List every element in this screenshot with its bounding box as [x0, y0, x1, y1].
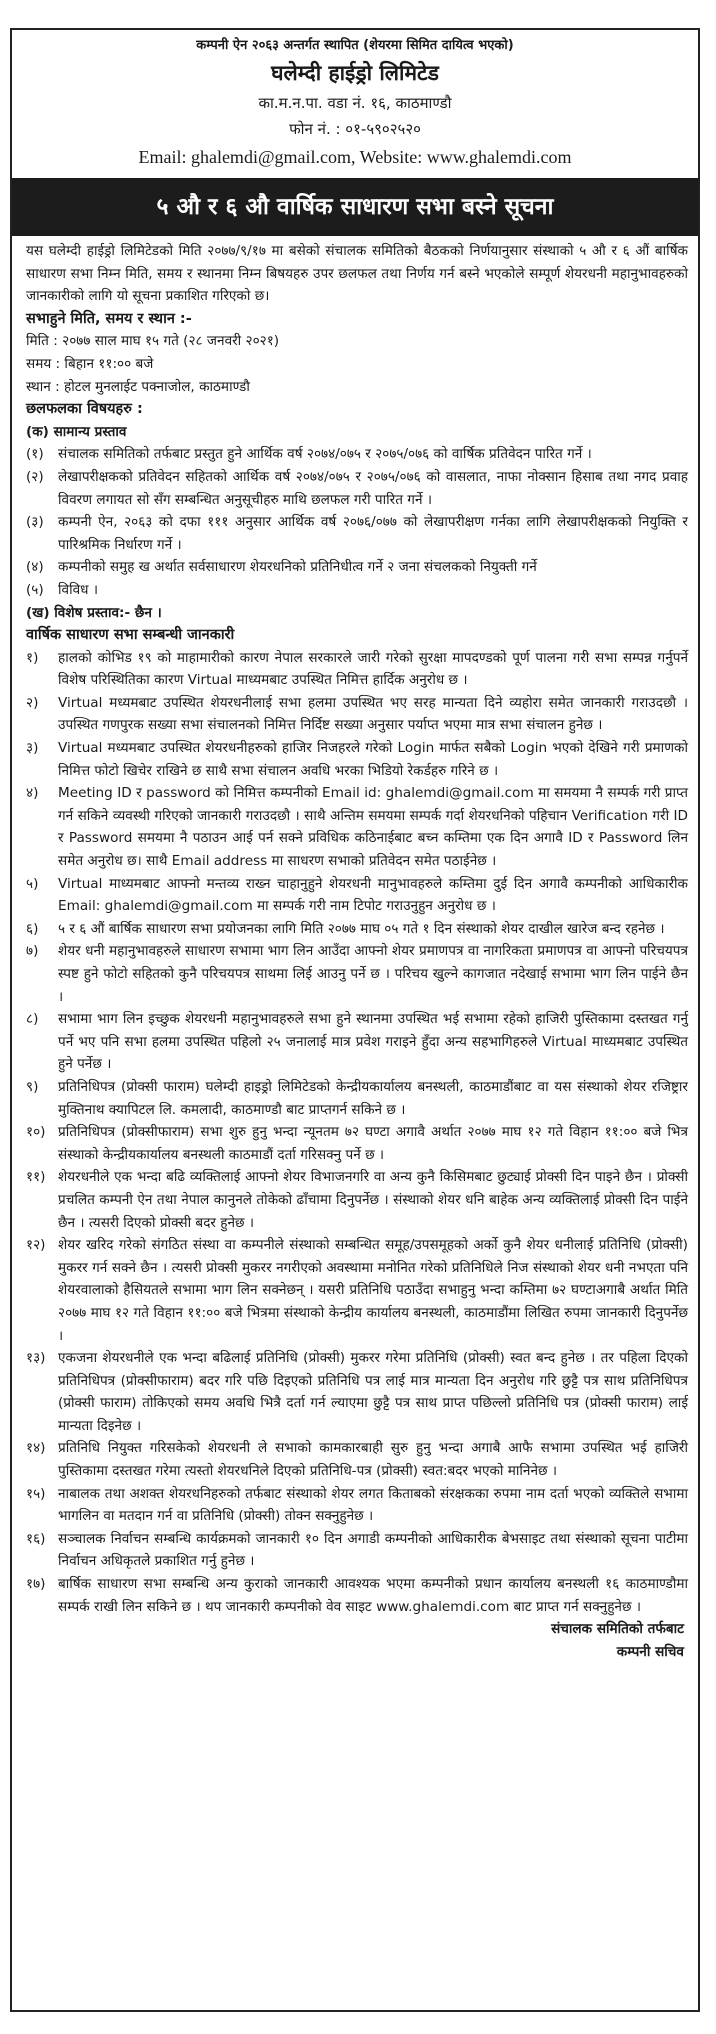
item-text: Meeting ID र password को निमित्त कम्पनीको Email id: ghalemdi@gmail.com मा समयमा नै सम्पर्क गरी प्राप्त गर्न सकिने व्यवस्थी गरिएको जानकारी गराउदछौ । साथै अन्तिम समयमा सम्पर्क गर्दा शेयरधनिको पहिचान Verification गरी ID र Password समयमा नै पठाउन आई पर्न सक्ने प्रविधिक कठिनाईबाट बच्न कम्तिमा एक दिन अगावै ID र Password लिन समेत अनुरोध छ। साथै Email address मा साधरण सभाको प्रतिवेदन समेत पठाईनेछ ।	[58, 785, 688, 870]
list-item	[26, 873, 688, 918]
item-number: ८)	[26, 1011, 39, 1028]
company-contact: Email: ghalemdi@gmail.com, Website: www.ghalemdi.com	[138, 147, 572, 167]
item-text: प्रतिनिधिपत्र (प्रोक्सी फाराम) घलेम्दी हाइड्रो लिमिटेडको केन्द्रीयकार्यालय बनस्थली, काठमाडौंबाट वा यस संस्थाको शेयर रजिष्ट्रार मुक्तिनाथ क्यापिटल लि. कमलादी, काठमाण्डौ बाट प्राप्तगर्न सकिने छ ।	[58, 1078, 688, 1118]
item-number: १३)	[26, 1350, 46, 1367]
item-text: नाबालक तथा अशक्त शेयरधनिहरुको तर्फबाट संस्थाको शेयर लगत किताबको संरक्षकका रुपमा नाम दर्ता भएको व्यक्तिले सभामा भागलिन वा मतदान गर्न वा प्रतिनिधि (प्रोक्सी) तोक्न सक्नुहुनेछ ।	[58, 1485, 688, 1525]
list-item	[26, 1528, 688, 1573]
signature-line-2: कम्पनी सचिव	[616, 1643, 684, 1660]
meeting-date: मिति : २०७७ साल माघ १५ गते (२८ जनवरी २०२१)	[26, 333, 280, 350]
list-item	[26, 1483, 688, 1528]
list-item	[26, 579, 688, 602]
list-item	[26, 737, 688, 782]
item-number: ७)	[26, 943, 39, 960]
item-number: २)	[26, 694, 39, 711]
item-number: (२)	[26, 468, 44, 485]
item-text: संचालक समितिको तर्फबाट प्रस्तुत हुने आर्थिक वर्ष २०७४/०७५ र २०७५/०७६ को वार्षिक प्रतिवेदन पारित गर्ने ।	[58, 446, 592, 463]
info-heading: वार्षिक साधारण सभा सम्बन्धी जानकारी	[26, 627, 235, 644]
item-number: १५)	[26, 1485, 46, 1502]
company-tagline: कम्पनी ऐन २०६३ अन्तर्गत स्थापित (शेयरमा सिमित दायित्व भएको)	[196, 38, 514, 53]
item-text: शेयर धनी महानुभावहरुले साधारण सभामा भाग लिन आउँदा आफ्नो शेयर प्रमाणपत्र वा नागरिकता प्रमाणपत्र वा आफ्नो परिचयपत्र स्पष्ट हुने फोटो सहितको कुनै परिचयपत्र साथमा लिई आउनु पर्ने छ । परिचय खुल्ने कागजात नदेखाई सभामा भाग लिन पाईने छैन ।	[58, 943, 688, 1005]
item-number: १६)	[26, 1530, 46, 1547]
list-item	[26, 556, 688, 579]
info-list	[26, 647, 688, 1619]
notice-body	[12, 236, 698, 1663]
list-item	[26, 692, 688, 737]
list-item	[26, 1076, 688, 1121]
item-text: ५ र ६ औं बार्षिक साधारण सभा प्रयोजनका लागि मिति २०७७ माघ ०५ गते १ दिन संस्थाको शेयर दाखील खारेज बन्द रहनेछ ।	[58, 920, 665, 937]
item-text: सञ्चालक निर्वाचन सम्बन्धि कार्यक्रमको जानकारी १० दिन अगाडी कम्पनीको आधिकारीक बेभसाइट तथा संस्थाको सूचना पाटीमा निर्वाचन अधिकृतले प्रकाशित गर्नु हुनेछ ।	[58, 1530, 688, 1570]
item-text: Virtual मध्यमबाट उपस्थित शेयरधनीहरुको हाजिर निजहरले गरेको Login मार्फत सबैको Login भएको देखिने गरी प्रमाणको निमित्त फोटो खिचेर राखिने छ साथै सभा संचालन अवधि भरका भिडियो रेकर्डहरु गरिने छ ।	[58, 740, 688, 779]
meeting-heading: सभाहुने मिति, समय र स्थान :-	[26, 310, 192, 327]
item-text: Virtual मध्यमबाट उपस्थित शेयरधनीलाई सभा हलमा उपस्थित भए सरह मान्यता दिने व्यहोरा समेत जानकारी गराउदछौ । उपस्थित गणपुरक सख्या सभा संचालनको निमित्त निर्दिष्ट सख्या अनुसार पर्याप्त भएमा मात्र सभा संचालन हुनेछ ।	[58, 694, 688, 734]
notice-frame	[10, 28, 700, 2012]
item-text: बार्षिक साधारण सभा सम्बन्धि अन्य कुराको जानकारी आवश्यक भएमा कम्पनीको प्रधान कार्यालय बनस्थली १६ काठमाण्डौमा सम्पर्क राखी लिन सकिने छ । थप जानकारी कम्पनीको वेव साइट www.ghalemdi.com बाट प्राप्त गर्न सक्नुहुनेछ ।	[58, 1576, 688, 1615]
list-item	[26, 918, 688, 941]
item-text: शेयरधनीले एक भन्दा बढि व्यक्तिलाई आफ्नो शेयर विभाजनगरि वा अन्य कुनै किसिमबाट छुट्याई प्रोक्सी दिन पाइने छैन । प्रोक्सी प्रचलित कम्पनी ऐन तथा नेपाल कानुनले तोकेको ढाँचामा दिनुपर्नेछ । संस्थाको शेयर धनि बाहेक अन्य व्यक्तिलाई प्रोक्सी दिन पाईने छैन । त्यसरी दिएको प्रोक्सी बदर हुनेछ ।	[58, 1169, 688, 1231]
item-number: (४)	[26, 559, 44, 576]
item-number: (५)	[26, 581, 44, 598]
list-item	[26, 1437, 688, 1482]
list-item	[26, 1166, 688, 1234]
notice-title: ५ औ र ६ औ वार्षिक साधारण सभा बस्ने सूचना	[12, 178, 698, 236]
item-number: ११)	[26, 1169, 46, 1186]
item-number: (१)	[26, 446, 44, 463]
item-number: १२)	[26, 1237, 46, 1254]
list-item	[26, 647, 688, 692]
item-text: शेयर खरिद गरेको संगठित संस्था वा कम्पनीले संस्थाको सम्बन्धित समूह/उपसमूहको अर्को कुनै शेयर धनीलाई प्रतिनिधि (प्रोक्सी) मुकरर गर्न सक्ने छैन । त्यसरी प्रोक्सी मुकरर नगरीएको अवस्थामा मनोनित गरेको प्रतिनिधिले निज संस्थाको शेयर धनी नभएता पनि शेयरवालाको हैसियतले सभामा भाग लिन सक्नेछन् । यसरी प्रतिनिधि पठाउँदा सभाहुनु भन्दा कम्तिमा ७२ घण्टाअगाबै अर्थात मिति २०७७ माघ १२ गते विहान ११:०० बजे भित्रमा संस्थाको केन्द्रीय कार्यालय बनस्थली, काठमाडौंमा लिखित रुपमा जानकारी दिनुपर्नेछ ।	[58, 1237, 688, 1344]
list-item	[26, 1121, 688, 1166]
item-text: विविध ।	[58, 581, 98, 598]
item-number: ९)	[26, 1078, 39, 1095]
signature-line-1: संचालक समितिको तर्फबाट	[551, 1621, 684, 1638]
list-item	[26, 940, 688, 1008]
item-number: १७)	[26, 1576, 46, 1593]
agenda-heading: छलफलका विषयहरु :	[26, 401, 143, 418]
general-proposal-heading: (क) सामान्य प्रस्ताव	[26, 423, 127, 440]
item-text: सभामा भाग लिन इच्छुक शेयरधनी महानुभावहरुले सभा हुने स्थानमा उपस्थित भई सभामा रहेको हाजिरी पुस्तिकामा दस्तखत गर्नु पर्ने भए पनि सभा हलमा उपस्थित पहिलो २५ जनालाई मात्र प्रवेश गराइने हुँदा अन्य सहभागिहरुले Virtual माध्यमबाट उपस्थित हुने पर्नेछ ।	[58, 1011, 688, 1073]
company-phone: फोन नं. : ०१-५९०२५२०	[289, 120, 421, 138]
item-text: प्रतिनिधिपत्र (प्रोक्सीफाराम) सभा शुरु हुनु भन्दा न्यूनतम ७२ घण्टा अगावै अर्थात २०७७ माघ १२ गते विहान ११:०० बजे भित्र संस्थाको केन्द्रीयकार्यालय बनस्थली काठमाडौं दर्ता गरिसक्नु पर्ने छ ।	[58, 1124, 688, 1163]
list-item	[26, 466, 688, 511]
item-text: एकजना शेयरधनीले एक भन्दा बढिलाई प्रतिनिधि (प्रोक्सी) मुकरर गरेमा प्रतिनिधि (प्रोक्सी) स्वत बन्द हुनेछ । तर पहिला दिएको प्रतिनिधिपत्र (प्रोक्सीफाराम) बदर गरि पछि दिइएको प्रतिनिधि पत्र लाई मात्र मान्यता दिन अनुरोध गरि छुट्टै पत्र साथ प्रतिनिधिपत्र (प्रोक्सी फाराम) तोकिएको समय अवधि भित्रै दर्ता गर्न ल्याएमा छुट्टै पत्र साथ प्राप्त पछिल्लो प्रतिनिधि पत्र (प्रोक्सी फाराम) लाई मान्यता दिइनेछ ।	[58, 1350, 688, 1434]
item-text: प्रतिनिधि नियुक्त गरिसकेको शेयरधनी ले सभाको कामकारबाही सुरु हुनु भन्दा अगाबै आफै सभामा उपस्थित भई हाजिरी पुस्तिकामा दस्तखत गरेमा त्यस्तो शेयरधनिले दिएको प्रतिनिधि-पत्र (प्रोक्सी) स्वत:बदर भएको मानिनेछ ।	[58, 1440, 689, 1480]
list-item	[26, 1234, 688, 1347]
company-address: का.म.न.पा. वडा नं. १६, काठमाण्डौ	[258, 94, 452, 112]
list-item	[26, 1347, 688, 1437]
company-name: घलेम्दी हाईड्रो लिमिटेड	[271, 61, 439, 85]
list-item	[26, 782, 688, 872]
meeting-venue: स्थान : होटल मुनलाईट पक्नाजोल, काठमाण्डौ	[26, 378, 250, 395]
item-text: Virtual माध्यमबाट आफ्नो मन्तव्य राख्न चाहानुहुने शेयरधनी मानुभावहरुले कम्तिमा दुई दिन अगावै कम्पनीको आधिकारीक Email: ghalemdi@gmail.com मा सम्पर्क गरी नाम टिपोट गराउनुहुन अनुरोध छ ।	[58, 875, 688, 915]
item-text: हालको कोभिड १९ को माहामारीको कारण नेपाल सरकारले जारी गरेको सुरक्षा मापदण्डको पूर्ण पालना गरी सभा सम्पन्न गर्नुपर्ने विशेष परिस्थितिका कारण Virtual माध्यमबाट उपस्थित निमित्त हार्दिक अनुरोध छ ।	[58, 649, 688, 689]
item-number: १४)	[26, 1440, 46, 1457]
list-item	[26, 443, 688, 466]
item-number: ४)	[26, 785, 39, 802]
intro-paragraph: यस घलेम्दी हाईड्रो लिमिटेडको मिति २०७७/९/१७ मा बसेको संचालक समितिको बैठकको निर्णयानुसार संस्थाको ५ औ र ६ औं बार्षिक साधारण सभा निम्न मिति, समय र स्थानमा निम्न बिषयहरु उपर छलफल तथा निर्णय गर्न बस्ने भएकोले सम्पूर्ण शेयरधनी महानुभावहरुको जानकारीको लागि यो सूचना प्रकाशित गरिएको छ।	[26, 243, 688, 305]
item-number: १)	[26, 649, 39, 666]
item-number: ५)	[26, 875, 39, 892]
item-number: ३)	[26, 740, 39, 757]
notice-header	[12, 36, 698, 172]
item-number: ६)	[26, 920, 39, 937]
item-text: कम्पनी ऐन, २०६३ को दफा १११ अनुसार आर्थिक वर्ष २०७६/०७७ को लेखापरीक्षण गर्नका लागि लेखापरीक्षकको नियुक्ति र पारिश्रमिक निर्धारण गर्ने ।	[58, 514, 688, 553]
special-proposal: (ख) विशेष प्रस्ताव:- छैन ।	[26, 604, 162, 621]
item-number: १०)	[26, 1124, 46, 1141]
list-item	[26, 1573, 688, 1618]
general-proposal-list	[26, 443, 688, 601]
list-item	[26, 1008, 688, 1076]
item-number: (३)	[26, 514, 44, 531]
item-text: कम्पनीको समुह ख अर्थात सर्वसाधारण शेयरधनिको प्रतिनिधीत्व गर्ने २ जना संचलकको नियुक्ती गर्ने	[58, 559, 537, 576]
item-text: लेखापरीक्षकको प्रतिवेदन सहितको आर्थिक वर्ष २०७४/०७५ र २०७५/०७६ को वासलात, नाफा नोक्सान हिसाब तथा नगद प्रवाह विवरण लगायत सो सँग सम्बन्धित अनुसूचीहरु माथि छलफल गरी पारित गर्ने ।	[58, 468, 688, 508]
meeting-time: समय : बिहान ११:०० बजे	[26, 355, 154, 372]
list-item	[26, 511, 688, 556]
